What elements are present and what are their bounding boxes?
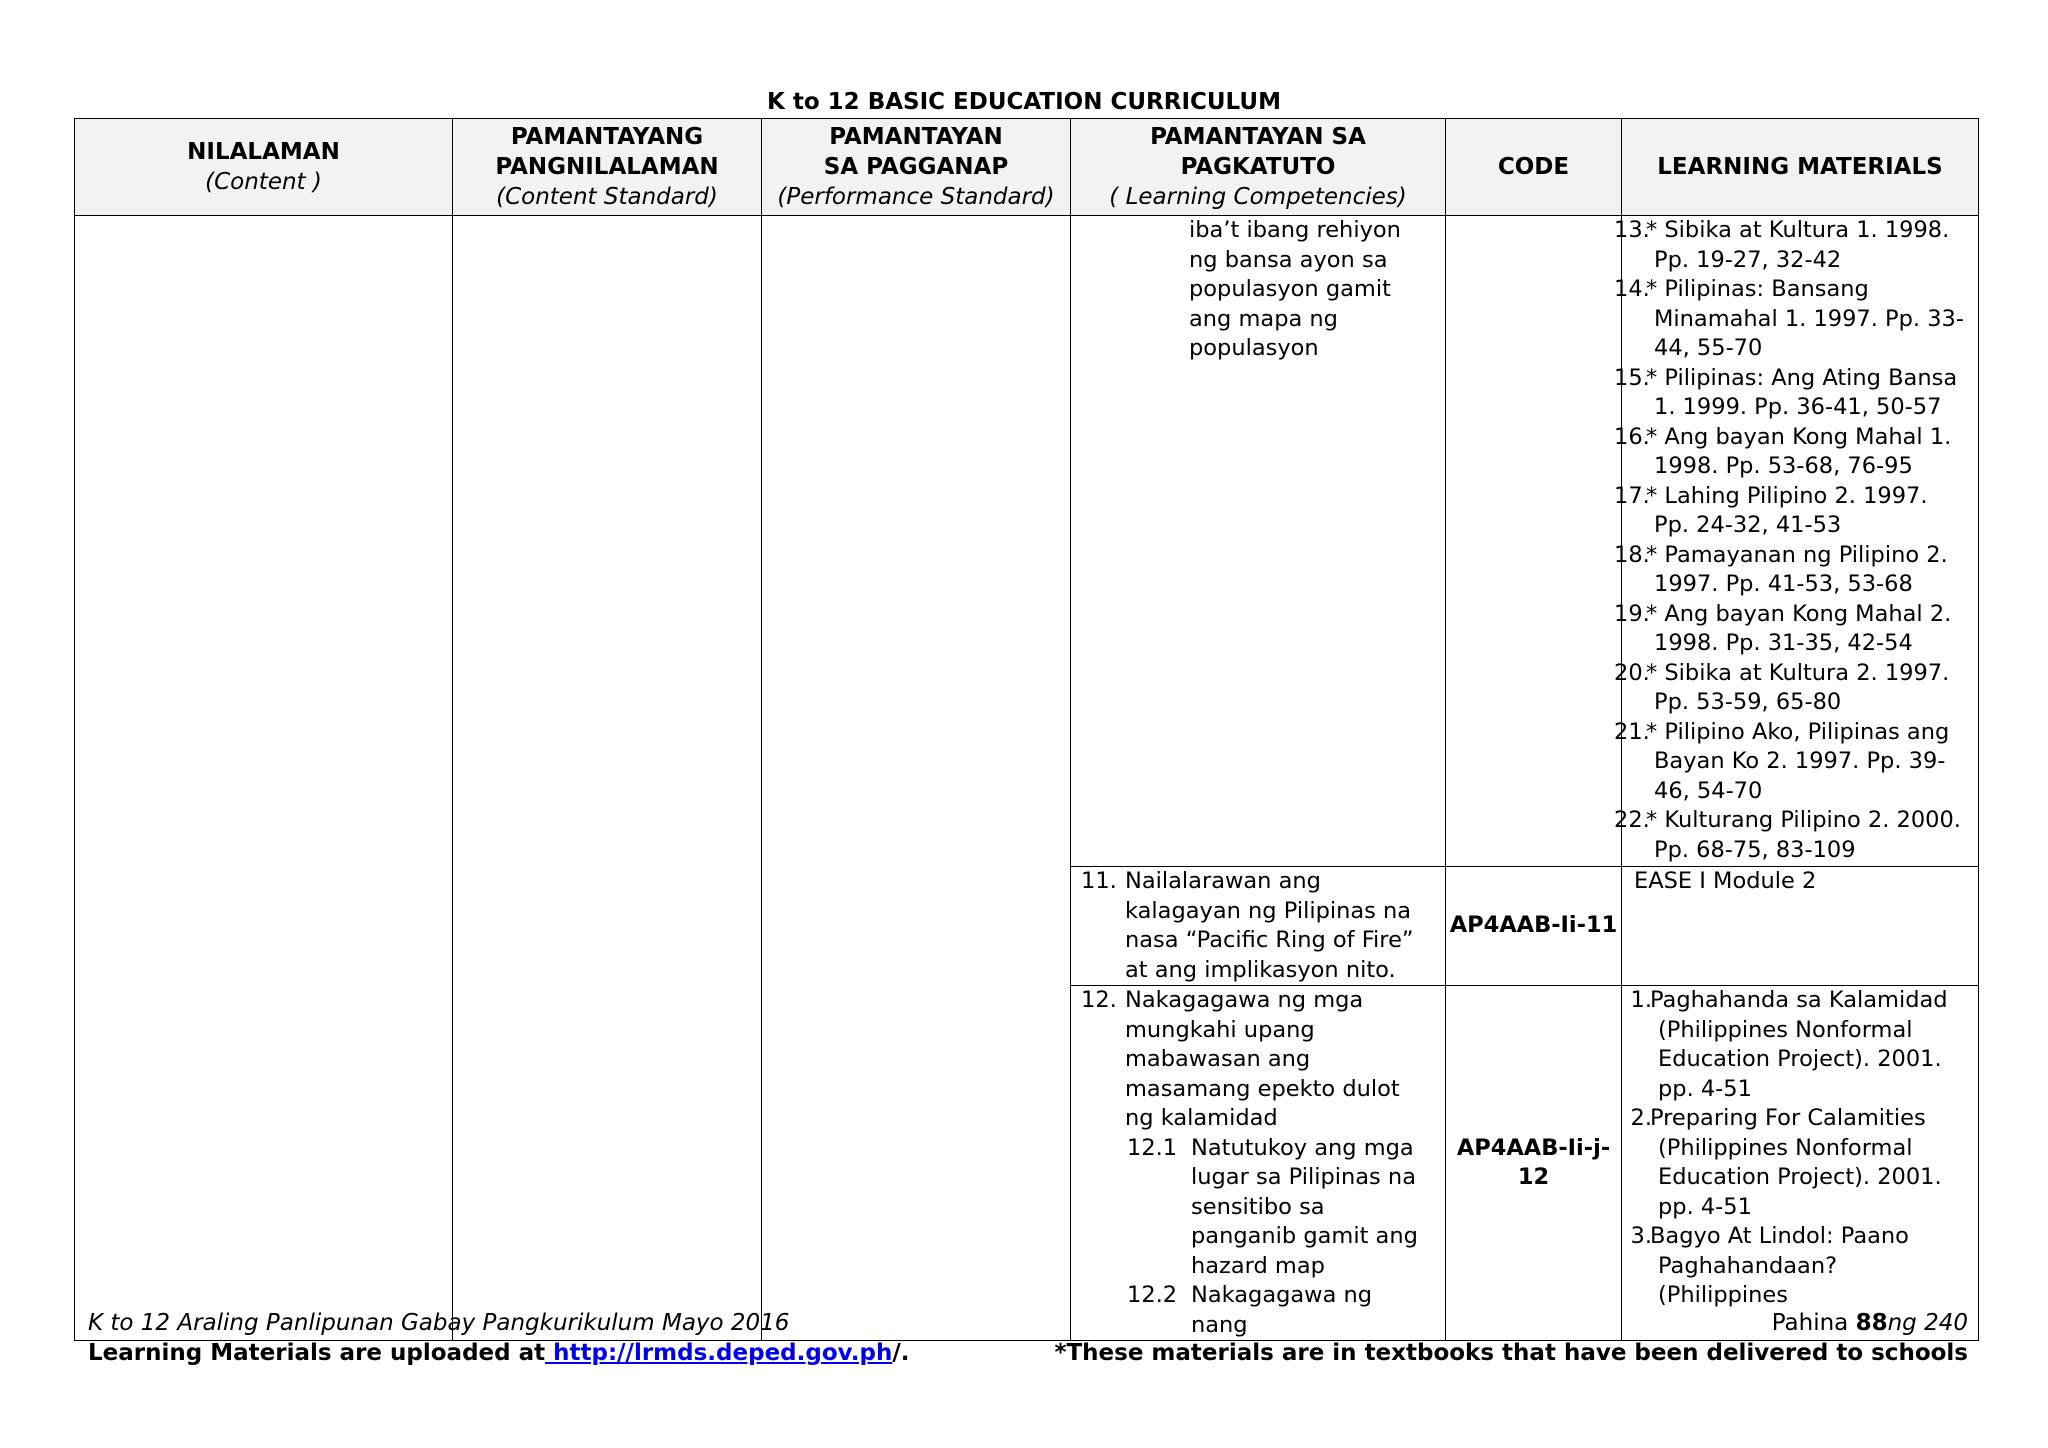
performance-standard-cell: [762, 216, 1071, 1341]
footer-textbook-note: *These materials are in textbooks that have been delivered to schools: [1054, 1340, 1968, 1366]
list-item-text: * Pamayanan ng Pilipino 2. 1997. Pp. 41-53, 53-68: [1646, 541, 1948, 597]
header-code: [1446, 119, 1622, 216]
materials-cell: [1614, 216, 1979, 867]
list-item-number: 13.: [1614, 217, 1650, 243]
competency-continuation-text: iba’t ibang rehiyon ng bansa ayon sa populasyon gamit ang mapa ng populasyon: [1189, 217, 1401, 361]
list-item: [1622, 986, 1978, 1104]
list-item-number: 15.: [1614, 364, 1650, 391]
header-learning-competencies-title-2: PAGKATUTO: [1180, 154, 1336, 180]
header-nilalaman-subtitle: (Content ): [205, 169, 322, 195]
competency-cell: [1071, 216, 1446, 867]
header-code-title: CODE: [1497, 154, 1570, 180]
list-item-text: * Lahing Pilipino 2. 1997. Pp. 24-32, 41-53: [1646, 482, 1928, 538]
content-cell: [75, 216, 453, 1341]
list-item-text: Paghahanda sa Kalamidad (Philippines Nonformal Education Project). 2001. pp. 4-51: [1650, 987, 1948, 1102]
list-item: [1614, 275, 1978, 364]
table-row: [75, 216, 1979, 867]
header-learning-materials: [1622, 119, 1979, 216]
materials-cell: [1622, 986, 1979, 1341]
list-item-text: * Ang bayan Kong Mahal 1. 1998. Pp. 53-68, 76-95: [1646, 423, 1952, 479]
list-item-number: 14.: [1614, 276, 1650, 302]
list-item: [1614, 541, 1978, 600]
competency-number: 12.: [1081, 987, 1117, 1013]
list-item: [1614, 600, 1978, 659]
header-content-standard: [453, 119, 762, 216]
material-text: EASE I Module 2: [1634, 868, 1817, 894]
list-item-number: 2.: [1630, 1105, 1652, 1131]
list-item: [1614, 423, 1978, 482]
header-content-standard-title-2: PANGNILALAMAN: [495, 154, 719, 180]
list-item: [1622, 1222, 1978, 1311]
page-number: 88: [1855, 1310, 1888, 1336]
header-content-standard-subtitle: (Content Standard): [496, 184, 718, 210]
table-header-row: [75, 119, 1979, 216]
list-item-number: 3.: [1630, 1223, 1652, 1249]
header-learning-competencies-title-1: PAMANTAYAN SA: [1150, 124, 1366, 150]
list-item-number: 16.: [1614, 423, 1650, 450]
list-item: [1622, 1104, 1978, 1222]
materials-list: [1614, 216, 1978, 865]
list-item-text: * Pilipinas: Ang Ating Bansa 1. 1999. Pp. 36-41, 50-57: [1646, 364, 1958, 420]
list-item-text: * Sibika at Kultura 2. 1997. Pp. 53-59, 65-80: [1646, 659, 1950, 715]
list-item-text: * Ang bayan Kong Mahal 2. 1998. Pp. 31-35, 42-54: [1646, 600, 1952, 656]
list-item-number: 22.: [1614, 807, 1650, 833]
competency-cell: [1071, 986, 1446, 1341]
list-item-number: 20.: [1614, 659, 1650, 686]
sub-competency-text: Nakagagawa ng nang: [1191, 1282, 1373, 1338]
footer-uploaded-suffix: /.: [892, 1340, 910, 1366]
list-item-text: * Kulturang Pilipino 2. 2000. Pp. 68-75, 83-109: [1646, 807, 1961, 863]
sub-competency-item: [1127, 1134, 1445, 1282]
list-item-number: 21.: [1614, 718, 1650, 745]
footer-uploaded-prefix: Learning Materials are uploaded at: [88, 1340, 546, 1366]
code-cell: AP4AAB-Ii-11: [1446, 867, 1622, 986]
list-item-number: 17.: [1614, 482, 1650, 509]
list-item-text: Bagyo At Lindol: Paano Paghahandaan? (Philippines: [1650, 1223, 1909, 1308]
header-nilalaman-title: NILALAMAN: [187, 139, 340, 165]
list-item: [1614, 364, 1978, 423]
sub-competency-number: 12.1: [1127, 1134, 1178, 1161]
footer-uploaded-note: [88, 1340, 909, 1366]
page-indicator: [1772, 1310, 1968, 1336]
list-item-text: * Pilipino Ako, Pilipinas ang Bayan Ko 2. 1997. Pp. 39-46, 54-70: [1646, 718, 1950, 804]
list-item-number: 19.: [1614, 600, 1650, 627]
competency-item: [1071, 986, 1445, 1134]
page-total: ng 240: [1887, 1310, 1968, 1336]
document-title: K to 12 BASIC EDUCATION CURRICULUM: [767, 89, 1281, 115]
materials-list: [1622, 986, 1978, 1311]
header-learning-competencies: [1071, 119, 1446, 216]
competency-number: 11.: [1081, 868, 1117, 894]
list-item: [1614, 216, 1978, 275]
header-learning-materials-title: LEARNING MATERIALS: [1657, 154, 1943, 180]
sub-competency-item: [1127, 1281, 1445, 1340]
code-cell: AP4AAB-Ii-j-12: [1446, 986, 1622, 1341]
list-item: [1614, 806, 1978, 865]
header-performance-standard: [762, 119, 1071, 216]
footer-guide-title: K to 12 Araling Panlipunan Gabay Pangkurikulum Mayo 2016: [88, 1310, 790, 1336]
list-item: [1614, 718, 1978, 807]
competency-text: Nakagagawa ng mga mungkahi upang mabawasan ang masamang epekto dulot ng kalamidad: [1125, 987, 1400, 1131]
lrmds-link[interactable]: http://lrmds.deped.gov.ph: [545, 1340, 893, 1366]
competency-cell: [1071, 867, 1446, 986]
page-label: Pahina: [1771, 1310, 1856, 1336]
header-nilalaman: [75, 119, 453, 216]
sub-competency-text: Natutukoy ang mga lugar sa Pilipinas na sensitibo sa panganib gamit ang hazard map: [1191, 1134, 1418, 1279]
content-standard-cell: [453, 216, 762, 1341]
list-item: [1614, 482, 1978, 541]
header-performance-standard-subtitle: (Performance Standard): [777, 184, 1055, 210]
header-performance-standard-title-2: SA PAGGANAP: [823, 154, 1009, 180]
materials-cell: [1622, 867, 1979, 986]
competency-item: [1071, 867, 1445, 985]
header-performance-standard-title-1: PAMANTAYAN: [829, 124, 1003, 150]
sub-competency-number: 12.2: [1127, 1282, 1178, 1308]
code-cell: [1446, 216, 1622, 867]
list-item-text: * Sibika at Kultura 1. 1998. Pp. 19-27, 32-42: [1646, 217, 1950, 273]
list-item-number: 18.: [1614, 541, 1650, 568]
header-learning-competencies-subtitle: ( Learning Competencies): [1109, 184, 1407, 210]
list-item-text: Preparing For Calamities (Philippines Nonformal Education Project). 2001. pp. 4-51: [1650, 1105, 1942, 1220]
competency-text: Nailalarawan ang kalagayan ng Pilipinas na nasa “Pacific Ring of Fire” at ang implikasyon nito.: [1125, 868, 1414, 983]
list-item-text: * Pilipinas: Bansang Minamahal 1. 1997. Pp. 33-44, 55-70: [1646, 276, 1964, 361]
list-item: [1614, 659, 1978, 718]
curriculum-table: [74, 118, 1979, 1341]
list-item-number: 1.: [1630, 987, 1652, 1013]
header-content-standard-title-1: PAMANTAYANG: [510, 124, 704, 150]
